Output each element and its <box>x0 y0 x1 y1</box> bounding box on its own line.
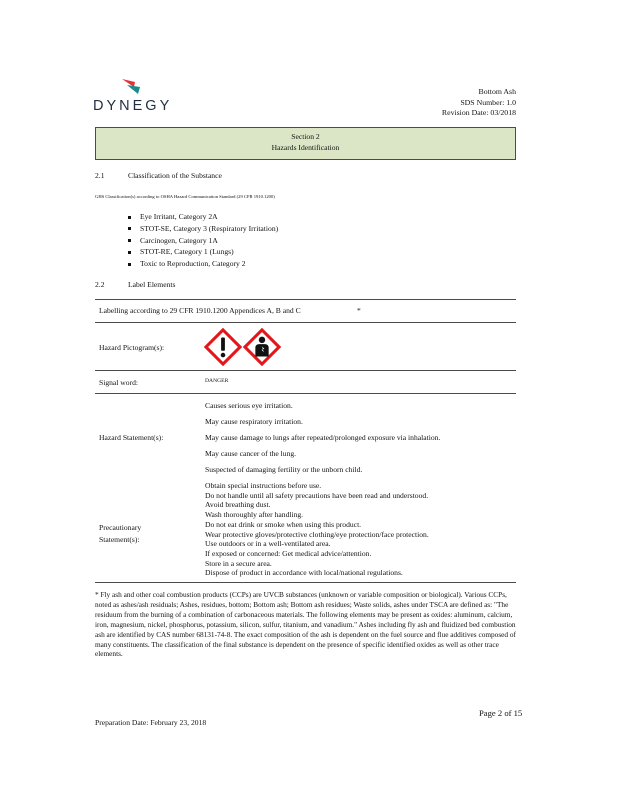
hazard-classification-list <box>128 212 278 271</box>
table-divider <box>95 322 516 323</box>
list-item: STOT-RE, Category 1 (Lungs) <box>128 247 278 259</box>
page-total: of 15 <box>504 708 523 718</box>
precautionary-statement: Obtain special instructions before use. <box>205 481 322 490</box>
dynegy-logo-mark-icon <box>121 78 141 95</box>
table-divider <box>95 393 516 394</box>
hazard-statement: May cause damage to lungs after repeated/prolonged exposure via inhalation. <box>205 433 441 442</box>
subsection-title: Classification of the Substance <box>128 171 222 180</box>
revision-date: Revision Date: 03/2018 <box>441 108 516 118</box>
section-title: Hazards Identification <box>271 142 340 152</box>
list-item: STOT-SE, Category 3 (Respiratory Irritation) <box>128 224 278 236</box>
page-indicator <box>479 708 522 718</box>
section-header <box>95 127 516 160</box>
page-number: 2 <box>497 708 503 718</box>
subsection-number: 2.1 <box>95 171 105 180</box>
product-name: Bottom Ash <box>478 87 516 96</box>
list-item: Toxic to Reproduction, Category 2 <box>128 259 278 271</box>
precautionary-statement: Dispose of product in accordance with local/national regulations. <box>205 568 403 578</box>
labelling-asterisk: * <box>357 306 361 315</box>
hazard-statement: Causes serious eye irritation. <box>205 401 293 410</box>
footnote: * Fly ash and other coal combustion products (CCPs) are UVCB substances (unknown or variable composition or biological). Various CCPs, noted as ashes/ash residuals; Ashes, residues, bottom; Bottom ash; Bottom ash residues; Waste solids, ashes under TSCA are defined as: "The residuum from the burning of a combination of carbonaceous materials. The following elements may be present as oxides: aluminum, calcium, iron, magnesium, nickel, phosphorus, potassium, silicon, sulfur, titanium, and vanadium." Ashes including fly ash and fluidized bed combustion ash are identified by CAS number 68131-74-8. The exact composition of the ash is dependent on the fuel source and flue additives composed of many constituents. The classification of the final substance is dependent on the presence of specific identified oxides as well as other trace elements. <box>95 590 516 659</box>
precautionary-statement: Wear protective gloves/protective clothing/eye protection/face protection. <box>205 529 429 539</box>
health-hazard-pictogram-icon <box>243 328 281 366</box>
signal-word-label: Signal word: <box>99 378 139 387</box>
document-info <box>442 87 516 119</box>
hazard-statement: May cause respiratory irritation. <box>205 417 303 426</box>
subsection-2-2 <box>95 280 395 290</box>
page-label: Page <box>479 708 496 718</box>
precautionary-statement: Do not eat drink or smoke when using this product. <box>205 519 362 529</box>
table-divider <box>95 299 516 300</box>
precautionary-statement: If exposed or concerned: Get medical advice/attention. <box>205 548 372 558</box>
precautionary-statement: Do not handle until all safety precautions have been read and understood. <box>205 490 429 500</box>
preparation-date: Preparation Date: February 23, 2018 <box>95 718 207 727</box>
hazard-statement: May cause cancer of the lung. <box>205 449 297 458</box>
precautionary-statement: Store in a secure area. <box>205 558 272 568</box>
list-item: Eye Irritant, Category 2A <box>128 212 278 224</box>
logo-text: DYNEGY <box>93 98 173 114</box>
precautionary-statement: Avoid breathing dust. <box>205 500 271 510</box>
subsection-number: 2.2 <box>95 280 105 289</box>
precautionary-statement: Use outdoors or in a well-ventilated area. <box>205 539 331 549</box>
sds-number: SDS Number: 1.0 <box>460 97 516 107</box>
table-divider <box>95 582 516 583</box>
section-number: Section 2 <box>291 132 320 141</box>
list-item: Carcinogen, Category 1A <box>128 236 278 248</box>
labelling-regulation: Labelling according to 29 CFR 1910.1200 Appendices A, B and C <box>99 306 301 315</box>
signal-word: DANGER <box>205 378 229 384</box>
subsection-2-1 <box>95 171 395 181</box>
company-logo <box>93 78 183 118</box>
precautionary-label-line1: Precautionary <box>99 523 142 532</box>
pictogram-label: Hazard Pictogram(s): <box>99 343 165 352</box>
table-divider <box>95 370 516 371</box>
subsection-title: Label Elements <box>128 280 176 289</box>
precautionary-statements <box>205 481 429 578</box>
ghs-classification-note: GHS Classification(s) according to OSHA Hazard Communication Standard (29 CFR 1910.1200) <box>95 194 275 199</box>
hazard-statement: Suspected of damaging fertility or the unborn child. <box>205 465 363 474</box>
precautionary-statement: Wash thoroughly after handling. <box>205 510 304 520</box>
exclamation-mark-pictogram-icon <box>204 328 242 366</box>
hazard-statements-label: Hazard Statement(s): <box>99 433 164 442</box>
precautionary-label-line2: Statement(s): <box>99 535 140 544</box>
